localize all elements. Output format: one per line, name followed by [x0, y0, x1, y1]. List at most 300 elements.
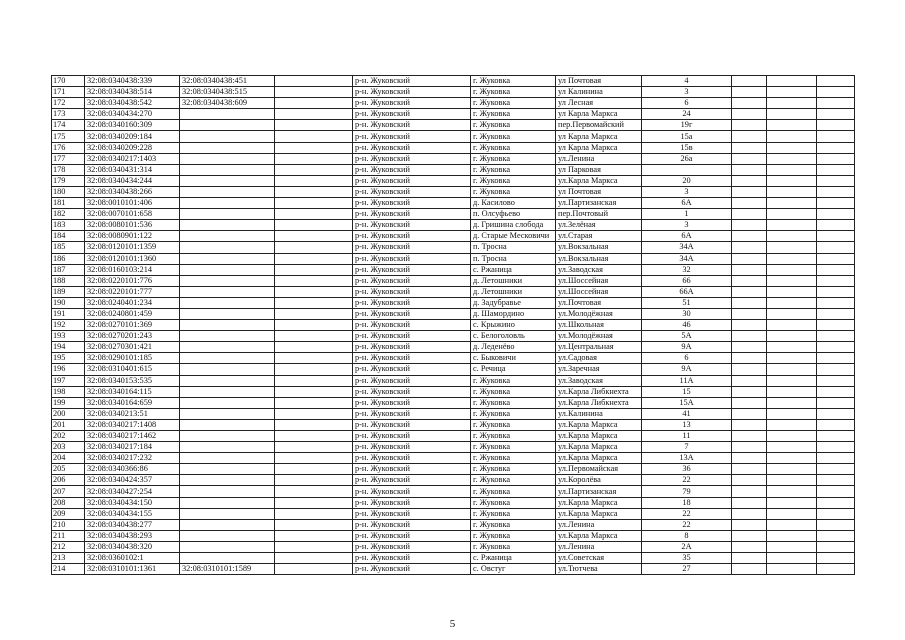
table-row: [52, 331, 855, 342]
district-cell: р-н. Жуковский: [353, 253, 471, 264]
house-number-cell: 6А: [642, 198, 732, 209]
street-cell: ул.Центральная: [556, 342, 642, 353]
street-cell: пер.Почтовый: [556, 209, 642, 220]
house-number-cell: 79: [642, 486, 732, 497]
street-cell: ул.Королёва: [556, 475, 642, 486]
locality-cell: г. Жуковка: [471, 375, 556, 386]
reserved-cell: [275, 553, 353, 564]
district-cell: р-н. Жуковский: [353, 286, 471, 297]
cadastral-number-extra-cell: [180, 153, 275, 164]
street-cell: ул.Карла Маркса: [556, 497, 642, 508]
row-number-cell: 191: [52, 308, 85, 319]
district-cell: р-н. Жуковский: [353, 231, 471, 242]
empty-cell: [732, 530, 767, 541]
table-row: [52, 442, 855, 453]
empty-cell: [817, 530, 855, 541]
row-number-cell: 181: [52, 198, 85, 209]
cadastral-number-extra-cell: [180, 253, 275, 264]
empty-cell: [767, 87, 817, 98]
cadastral-number-cell: 32:08:0270301:421: [85, 342, 180, 353]
row-number-cell: 195: [52, 353, 85, 364]
cadastral-number-cell: 32:08:0340438:514: [85, 87, 180, 98]
empty-cell: [817, 486, 855, 497]
empty-cell: [817, 198, 855, 209]
reserved-cell: [275, 331, 353, 342]
locality-cell: д. Гришина слобода: [471, 220, 556, 231]
cadastral-number-extra-cell: [180, 242, 275, 253]
row-number-cell: 203: [52, 442, 85, 453]
empty-cell: [767, 419, 817, 430]
empty-cell: [767, 308, 817, 319]
cadastral-number-cell: 32:08:0340438:542: [85, 98, 180, 109]
house-number-cell: 66А: [642, 286, 732, 297]
cadastral-number-cell: 32:08:0340160:309: [85, 120, 180, 131]
table-row: [52, 242, 855, 253]
locality-cell: г. Жуковка: [471, 431, 556, 442]
row-number-cell: 173: [52, 109, 85, 120]
house-number-cell: 9А: [642, 342, 732, 353]
district-cell: р-н. Жуковский: [353, 331, 471, 342]
district-cell: р-н. Жуковский: [353, 530, 471, 541]
empty-cell: [817, 475, 855, 486]
empty-cell: [817, 519, 855, 530]
cadastral-number-cell: 32:08:0310101:1361: [85, 564, 180, 575]
cadastral-number-extra-cell: [180, 331, 275, 342]
empty-cell: [732, 209, 767, 220]
cadastral-number-cell: 32:08:0340434:155: [85, 508, 180, 519]
row-number-cell: 171: [52, 87, 85, 98]
street-cell: ул Карла Маркса: [556, 109, 642, 120]
empty-cell: [817, 76, 855, 87]
cadastral-number-extra-cell: [180, 109, 275, 120]
street-cell: ул Карла Маркса: [556, 142, 642, 153]
row-number-cell: 190: [52, 297, 85, 308]
cadastral-number-cell: 32:08:0340366:86: [85, 464, 180, 475]
locality-cell: г. Жуковка: [471, 186, 556, 197]
cadastral-number-cell: 32:08:0340153:535: [85, 375, 180, 386]
table-row: [52, 120, 855, 131]
page-number: 5: [449, 618, 456, 630]
reserved-cell: [275, 286, 353, 297]
locality-cell: г. Жуковка: [471, 530, 556, 541]
row-number-cell: 180: [52, 186, 85, 197]
cadastral-number-extra-cell: [180, 386, 275, 397]
house-number-cell: 24: [642, 109, 732, 120]
street-cell: ул.Карла Маркса: [556, 508, 642, 519]
empty-cell: [767, 242, 817, 253]
empty-cell: [732, 308, 767, 319]
district-cell: р-н. Жуковский: [353, 386, 471, 397]
locality-cell: с. Быковичи: [471, 353, 556, 364]
house-number-cell: 51: [642, 297, 732, 308]
row-number-cell: 193: [52, 331, 85, 342]
row-number-cell: 170: [52, 76, 85, 87]
cadastral-number-extra-cell: [180, 231, 275, 242]
reserved-cell: [275, 297, 353, 308]
table-row: [52, 198, 855, 209]
street-cell: ул.Партизанская: [556, 198, 642, 209]
reserved-cell: [275, 175, 353, 186]
reserved-cell: [275, 386, 353, 397]
street-cell: ул.Вокзальная: [556, 253, 642, 264]
empty-cell: [767, 142, 817, 153]
street-cell: ул.Заводская: [556, 264, 642, 275]
table-row: [52, 175, 855, 186]
cadastral-number-extra-cell: [180, 131, 275, 142]
empty-cell: [732, 153, 767, 164]
reserved-cell: [275, 87, 353, 98]
district-cell: р-н. Жуковский: [353, 76, 471, 87]
cadastral-number-cell: 32:08:0220101:776: [85, 275, 180, 286]
reserved-cell: [275, 397, 353, 408]
row-number-cell: 201: [52, 419, 85, 430]
cadastral-number-cell: 32:08:0340217:232: [85, 453, 180, 464]
house-number-cell: 27: [642, 564, 732, 575]
table-row: [52, 431, 855, 442]
district-cell: р-н. Жуковский: [353, 308, 471, 319]
empty-cell: [817, 497, 855, 508]
cadastral-number-extra-cell: [180, 530, 275, 541]
cadastral-number-cell: 32:08:0360102:1: [85, 553, 180, 564]
empty-cell: [732, 186, 767, 197]
empty-cell: [817, 331, 855, 342]
empty-cell: [817, 131, 855, 142]
street-cell: ул.Шоссейная: [556, 286, 642, 297]
empty-cell: [732, 297, 767, 308]
house-number-cell: 46: [642, 320, 732, 331]
cadastral-number-cell: 32:08:0340438:266: [85, 186, 180, 197]
reserved-cell: [275, 120, 353, 131]
house-number-cell: 5А: [642, 331, 732, 342]
street-cell: ул.Заречная: [556, 364, 642, 375]
empty-cell: [767, 297, 817, 308]
district-cell: р-н. Жуковский: [353, 264, 471, 275]
empty-cell: [767, 397, 817, 408]
empty-cell: [767, 553, 817, 564]
empty-cell: [817, 98, 855, 109]
district-cell: р-н. Жуковский: [353, 453, 471, 464]
row-number-cell: 172: [52, 98, 85, 109]
cadastral-number-extra-cell: 32:08:0310101:1589: [180, 564, 275, 575]
reserved-cell: [275, 76, 353, 87]
reserved-cell: [275, 475, 353, 486]
street-cell: ул.Тютчева: [556, 564, 642, 575]
street-cell: ул.Заводская: [556, 375, 642, 386]
district-cell: р-н. Жуковский: [353, 186, 471, 197]
cadastral-number-extra-cell: [180, 308, 275, 319]
table-row: [52, 209, 855, 220]
house-number-cell: [642, 164, 732, 175]
cadastral-number-cell: 32:08:0340209:228: [85, 142, 180, 153]
row-number-cell: 197: [52, 375, 85, 386]
locality-cell: д. Шамордино: [471, 308, 556, 319]
table-row: [52, 419, 855, 430]
house-number-cell: 15а: [642, 131, 732, 142]
district-cell: р-н. Жуковский: [353, 541, 471, 552]
empty-cell: [732, 397, 767, 408]
table-row: [52, 264, 855, 275]
table-row: [52, 508, 855, 519]
empty-cell: [732, 242, 767, 253]
house-number-cell: 30: [642, 308, 732, 319]
cadastral-number-cell: 32:08:0340431:314: [85, 164, 180, 175]
empty-cell: [767, 220, 817, 231]
empty-cell: [817, 320, 855, 331]
empty-cell: [767, 364, 817, 375]
house-number-cell: 13: [642, 419, 732, 430]
empty-cell: [817, 508, 855, 519]
empty-cell: [767, 408, 817, 419]
empty-cell: [732, 564, 767, 575]
document-sheet: [51, 75, 855, 575]
house-number-cell: 22: [642, 508, 732, 519]
empty-cell: [732, 275, 767, 286]
house-number-cell: 9А: [642, 364, 732, 375]
empty-cell: [767, 486, 817, 497]
reserved-cell: [275, 431, 353, 442]
cadastral-number-extra-cell: 32:08:0340438:515: [180, 87, 275, 98]
row-number-cell: 196: [52, 364, 85, 375]
table-row: [52, 453, 855, 464]
cadastral-number-cell: 32:08:0240401:234: [85, 297, 180, 308]
row-number-cell: 186: [52, 253, 85, 264]
locality-cell: г. Жуковка: [471, 386, 556, 397]
district-cell: р-н. Жуковский: [353, 120, 471, 131]
house-number-cell: 34А: [642, 253, 732, 264]
row-number-cell: 192: [52, 320, 85, 331]
house-number-cell: 15в: [642, 142, 732, 153]
street-cell: ул.Школьная: [556, 320, 642, 331]
cadastral-number-cell: 32:08:0270201:243: [85, 331, 180, 342]
empty-cell: [732, 453, 767, 464]
empty-cell: [817, 220, 855, 231]
district-cell: р-н. Жуковский: [353, 98, 471, 109]
empty-cell: [767, 153, 817, 164]
table-row: [52, 397, 855, 408]
empty-cell: [767, 186, 817, 197]
house-number-cell: 19г: [642, 120, 732, 131]
house-number-cell: 8: [642, 530, 732, 541]
empty-cell: [767, 431, 817, 442]
empty-cell: [732, 142, 767, 153]
row-number-cell: 212: [52, 541, 85, 552]
house-number-cell: 7: [642, 442, 732, 453]
reserved-cell: [275, 142, 353, 153]
empty-cell: [817, 553, 855, 564]
street-cell: ул.Карла Маркса: [556, 175, 642, 186]
empty-cell: [817, 297, 855, 308]
cadastral-number-extra-cell: [180, 364, 275, 375]
row-number-cell: 210: [52, 519, 85, 530]
empty-cell: [817, 231, 855, 242]
house-number-cell: 11: [642, 431, 732, 442]
empty-cell: [732, 442, 767, 453]
locality-cell: д. Леденёво: [471, 342, 556, 353]
cadastral-number-extra-cell: [180, 508, 275, 519]
empty-cell: [767, 164, 817, 175]
table-row: [52, 408, 855, 419]
empty-cell: [767, 109, 817, 120]
empty-cell: [767, 320, 817, 331]
street-cell: ул Лесная: [556, 98, 642, 109]
empty-cell: [732, 253, 767, 264]
cadastral-number-extra-cell: [180, 342, 275, 353]
empty-cell: [767, 541, 817, 552]
reserved-cell: [275, 375, 353, 386]
cadastral-number-cell: 32:08:0340438:277: [85, 519, 180, 530]
empty-cell: [817, 242, 855, 253]
cadastral-number-extra-cell: [180, 297, 275, 308]
empty-cell: [817, 87, 855, 98]
table-row: [52, 486, 855, 497]
house-number-cell: 15: [642, 386, 732, 397]
empty-cell: [732, 519, 767, 530]
empty-cell: [732, 541, 767, 552]
house-number-cell: 36: [642, 464, 732, 475]
district-cell: р-н. Жуковский: [353, 342, 471, 353]
house-number-cell: 41: [642, 408, 732, 419]
cadastral-number-extra-cell: [180, 120, 275, 131]
cadastral-number-extra-cell: [180, 186, 275, 197]
district-cell: р-н. Жуковский: [353, 209, 471, 220]
empty-cell: [732, 431, 767, 442]
empty-cell: [732, 475, 767, 486]
house-number-cell: 15А: [642, 397, 732, 408]
locality-cell: г. Жуковка: [471, 164, 556, 175]
table-row: [52, 275, 855, 286]
reserved-cell: [275, 564, 353, 575]
locality-cell: д. Летошники: [471, 286, 556, 297]
empty-cell: [817, 308, 855, 319]
reserved-cell: [275, 109, 353, 120]
empty-cell: [732, 131, 767, 142]
reserved-cell: [275, 186, 353, 197]
empty-cell: [817, 397, 855, 408]
row-number-cell: 214: [52, 564, 85, 575]
reserved-cell: [275, 231, 353, 242]
cadastral-number-extra-cell: [180, 320, 275, 331]
empty-cell: [767, 453, 817, 464]
locality-cell: с. Крыжино: [471, 320, 556, 331]
empty-cell: [767, 131, 817, 142]
property-register-table: [51, 75, 855, 575]
street-cell: ул.Советская: [556, 553, 642, 564]
district-cell: р-н. Жуковский: [353, 353, 471, 364]
reserved-cell: [275, 453, 353, 464]
locality-cell: с. Белоголовль: [471, 331, 556, 342]
cadastral-number-extra-cell: [180, 419, 275, 430]
reserved-cell: [275, 164, 353, 175]
district-cell: р-н. Жуковский: [353, 508, 471, 519]
empty-cell: [767, 342, 817, 353]
reserved-cell: [275, 198, 353, 209]
street-cell: ул.Старая: [556, 231, 642, 242]
empty-cell: [767, 231, 817, 242]
row-number-cell: 200: [52, 408, 85, 419]
row-number-cell: 178: [52, 164, 85, 175]
empty-cell: [732, 198, 767, 209]
house-number-cell: 22: [642, 519, 732, 530]
district-cell: р-н. Жуковский: [353, 87, 471, 98]
empty-cell: [817, 419, 855, 430]
cadastral-number-extra-cell: [180, 408, 275, 419]
cadastral-number-cell: 32:08:0070101:658: [85, 209, 180, 220]
empty-cell: [732, 331, 767, 342]
reserved-cell: [275, 508, 353, 519]
street-cell: ул.Карла Либкнехта: [556, 386, 642, 397]
cadastral-number-cell: 32:08:0120101:1360: [85, 253, 180, 264]
reserved-cell: [275, 264, 353, 275]
cadastral-number-extra-cell: [180, 286, 275, 297]
reserved-cell: [275, 253, 353, 264]
locality-cell: г. Жуковка: [471, 508, 556, 519]
cadastral-number-cell: 32:08:0270101:369: [85, 320, 180, 331]
empty-cell: [767, 76, 817, 87]
cadastral-number-extra-cell: [180, 497, 275, 508]
cadastral-number-extra-cell: [180, 397, 275, 408]
empty-cell: [767, 375, 817, 386]
house-number-cell: 6: [642, 98, 732, 109]
table-row: [52, 342, 855, 353]
district-cell: р-н. Жуковский: [353, 519, 471, 530]
street-cell: ул.Первомайская: [556, 464, 642, 475]
cadastral-number-cell: 32:08:0340424:357: [85, 475, 180, 486]
empty-cell: [817, 209, 855, 220]
empty-cell: [817, 153, 855, 164]
empty-cell: [732, 353, 767, 364]
reserved-cell: [275, 419, 353, 430]
street-cell: ул.Партизанская: [556, 486, 642, 497]
locality-cell: г. Жуковка: [471, 453, 556, 464]
district-cell: р-н. Жуковский: [353, 109, 471, 120]
district-cell: р-н. Жуковский: [353, 419, 471, 430]
row-number-cell: 184: [52, 231, 85, 242]
row-number-cell: 207: [52, 486, 85, 497]
street-cell: ул.Карла Маркса: [556, 530, 642, 541]
street-cell: ул.Ленина: [556, 153, 642, 164]
street-cell: ул Калинина: [556, 87, 642, 98]
house-number-cell: 34А: [642, 242, 732, 253]
empty-cell: [732, 264, 767, 275]
row-number-cell: 211: [52, 530, 85, 541]
locality-cell: д. Касилово: [471, 198, 556, 209]
row-number-cell: 175: [52, 131, 85, 142]
house-number-cell: 26а: [642, 153, 732, 164]
locality-cell: д. Задубравье: [471, 297, 556, 308]
house-number-cell: 3: [642, 186, 732, 197]
house-number-cell: 66: [642, 275, 732, 286]
cadastral-number-cell: 32:08:0340217:184: [85, 442, 180, 453]
reserved-cell: [275, 308, 353, 319]
empty-cell: [817, 541, 855, 552]
reserved-cell: [275, 353, 353, 364]
empty-cell: [767, 120, 817, 131]
cadastral-number-extra-cell: 32:08:0340438:451: [180, 76, 275, 87]
locality-cell: г. Жуковка: [471, 519, 556, 530]
row-number-cell: 177: [52, 153, 85, 164]
row-number-cell: 202: [52, 431, 85, 442]
row-number-cell: 179: [52, 175, 85, 186]
empty-cell: [767, 564, 817, 575]
cadastral-number-extra-cell: [180, 464, 275, 475]
empty-cell: [732, 87, 767, 98]
empty-cell: [732, 553, 767, 564]
cadastral-number-extra-cell: [180, 541, 275, 552]
street-cell: ул.Шоссейная: [556, 275, 642, 286]
cadastral-number-cell: 32:08:0340434:244: [85, 175, 180, 186]
row-number-cell: 199: [52, 397, 85, 408]
cadastral-number-cell: 32:08:0340434:270: [85, 109, 180, 120]
